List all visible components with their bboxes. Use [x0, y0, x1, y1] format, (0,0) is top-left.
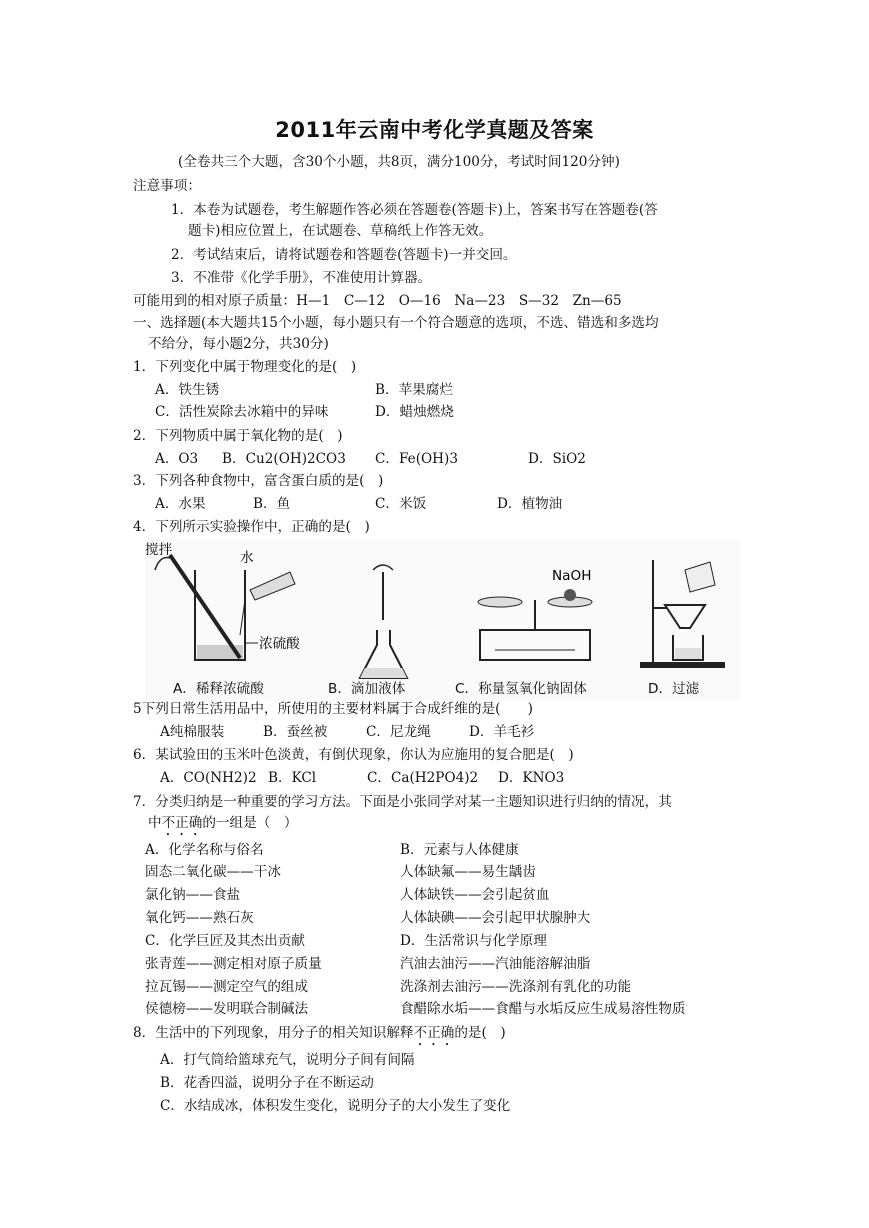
q7-stem-emphasis: 不正确: [161, 815, 203, 831]
atomic-masses: 可能用到的相对原子质量：H—1 C—12 O—16 Na—23 S—32 Zn—65: [133, 293, 622, 309]
q7-right-6: 洗涤剂去油污——洗涤剂有乳化的功能: [400, 979, 632, 995]
q7-left-1: 固态二氧化碳——干冰: [145, 864, 281, 880]
label-water: 水: [240, 550, 254, 566]
q3-option-c: C．米饭: [375, 496, 427, 512]
q6-option-d: D．KNO3: [498, 770, 565, 786]
q6-option-a: A．CO(NH2)2: [160, 770, 257, 786]
q3-option-a: A．水果: [155, 496, 206, 512]
q7-left-2: 氯化钠——食盐: [145, 887, 241, 903]
q6-option-b: B．KCl: [268, 770, 317, 786]
caption-a: A．稀释浓硫酸: [173, 681, 264, 697]
q8-stem-emphasis: 不正确: [413, 1025, 455, 1041]
caption-d: D．过滤: [648, 681, 700, 697]
q7-left-3: 氧化钙——熟石灰: [145, 910, 254, 926]
q8-option-c: C．水结成冰，体积发生变化，说明分子的大小发生了变化: [160, 1098, 511, 1114]
q8-stem: [133, 1023, 506, 1049]
q5-option-c: C．尼龙绳: [366, 724, 431, 740]
q7-stem-cont: [148, 813, 298, 839]
q7-right-7: 食醋除水垢——食醋与水垢反应生成易溶性物质: [400, 1001, 686, 1017]
q5-option-b: B．蚕丝被: [263, 724, 328, 740]
label-stir: 搅拌: [145, 542, 173, 558]
q5-option-d: D．羊毛衫: [469, 724, 535, 740]
q7-right-2: 人体缺铁——会引起贫血: [400, 887, 550, 903]
q4-experiment-figure: [145, 540, 740, 700]
q6-option-c: C．Ca(H2PO4)2: [367, 770, 479, 786]
q4-stem: 4．下列所示实验操作中，正确的是( ): [133, 519, 370, 535]
q1-stem: 1．下列变化中属于物理变化的是( ): [133, 359, 357, 375]
q5-option-a: A纯棉服装: [160, 724, 225, 740]
q8-stem-post: 的是( ): [454, 1025, 506, 1041]
q7-right-3: 人体缺碘——会引起甲状腺肿大: [400, 910, 591, 926]
q3-stem: 3．下列各种食物中，富含蛋白质的是( ): [133, 473, 384, 489]
q7-right-1: 人体缺氟——易生龋齿: [400, 864, 536, 880]
q2-option-c: C．Fe(OH)3: [375, 451, 458, 467]
q8-stem-pre: 8．生活中的下列现象，用分子的相关知识解释: [133, 1025, 414, 1041]
q1-option-d: D．蜡烛燃烧: [375, 404, 454, 420]
notice-2: 2．考试结束后，请将试题卷和答题卷(答题卡)一并交回。: [171, 247, 517, 263]
notice-1: 1．本卷为试题卷，考生解题作答必须在答题卷(答题卡)上，答案书写在答题卷(答: [171, 202, 658, 218]
q7-left-5: 张青莲——测定相对原子质量: [145, 956, 322, 972]
q8-option-b: B．花香四溢，说明分子在不断运动: [160, 1075, 374, 1091]
q7-right-0: B．元素与人体健康: [400, 842, 519, 858]
notice-heading: 注意事项：: [133, 178, 201, 194]
q1-option-c: C．活性炭除去冰箱中的异味: [155, 404, 329, 420]
q8-option-a: A．打气筒给篮球充气，说明分子间有间隔: [160, 1052, 415, 1068]
page-title: 2011年云南中考化学真题及答案: [275, 118, 594, 142]
q2-stem: 2．下列物质中属于氧化物的是( ): [133, 428, 343, 444]
q2-option-d: D．SiO2: [528, 451, 586, 467]
notice-1-cont: 题卡)相应位置上，在试题卷、草稿纸上作答无效。: [188, 223, 493, 239]
section-heading: 一、选择题(本大题共15个小题，每小题只有一个符合题意的选项，不选、错选和多选均: [133, 315, 659, 331]
q3-option-b: B．鱼: [253, 496, 291, 512]
q1-option-b: B．苹果腐烂: [375, 382, 453, 398]
label-naoh: NaOH: [552, 568, 592, 584]
q7-right-4: D．生活常识与化学原理: [400, 933, 547, 949]
q7-right-5: 汽油去油污——汽油能溶解油脂: [400, 956, 591, 972]
q6-stem: 6．某试验田的玉米叶色淡黄，有倒伏现象，你认为应施用的复合肥是( ): [133, 747, 574, 763]
caption-b: B．滴加液体: [328, 681, 406, 697]
q7-stem: 7．分类归纳是一种重要的学习方法。下面是小张同学对某一主题知识进行归纳的情况，其: [133, 794, 672, 810]
notice-3: 3．不准带《化学手册》，不准使用计算器。: [171, 270, 432, 286]
section-heading-cont: 不给分，每小题2分，共30分): [148, 336, 329, 352]
figure-background: [145, 540, 740, 700]
q7-left-7: 侯德榜——发明联合制碱法: [145, 1001, 309, 1017]
q7-stem-post: 的一组是（ ）: [202, 815, 298, 831]
q3-option-d: D．植物油: [497, 496, 563, 512]
q7-left-6: 拉瓦锡——测定空气的组成: [145, 979, 309, 995]
caption-c: C．称量氢氧化钠固体: [455, 681, 587, 697]
q1-option-a: A．铁生锈: [155, 382, 220, 398]
exam-info: (全卷共三个大题，含30个小题，共8页，满分100分，考试时间120分钟): [178, 154, 620, 170]
q2-option-b: B．Cu2(OH)2CO3: [222, 451, 346, 467]
q7-left-0: A．化学名称与俗名: [145, 842, 264, 858]
q5-stem: 5下列日常生活用品中，所使用的主要材料属于合成纤维的是( ): [133, 701, 533, 717]
q7-left-4: C．化学巨匠及其杰出贡献: [145, 933, 305, 949]
q2-option-a: A．O3: [155, 451, 199, 467]
q7-stem-pre: 中: [148, 815, 162, 831]
label-conc-acid: 浓硫酸: [259, 636, 300, 652]
